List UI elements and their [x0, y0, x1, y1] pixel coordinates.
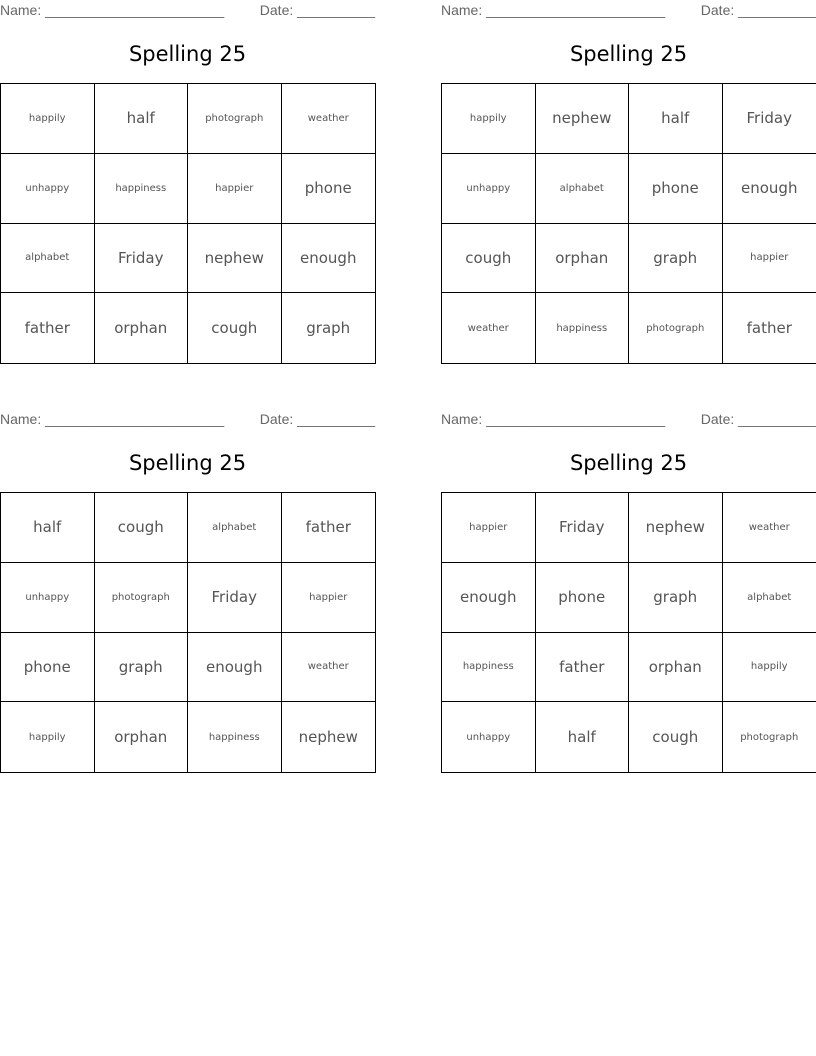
bingo-cell: cough: [188, 293, 282, 363]
bingo-cell: weather: [282, 633, 376, 703]
bingo-cell: father: [1, 293, 95, 363]
bingo-cell: weather: [723, 493, 816, 563]
bingo-cell: enough: [442, 563, 536, 633]
bingo-cell: photograph: [188, 84, 282, 154]
bingo-grid: [441, 83, 816, 364]
bingo-cell: nephew: [188, 224, 282, 294]
bingo-cell: happily: [1, 702, 95, 772]
bingo-cell: orphan: [536, 224, 630, 294]
bingo-cell: orphan: [629, 633, 723, 703]
header-line: [0, 411, 375, 429]
bingo-cell: phone: [282, 154, 376, 224]
bingo-cell: father: [746, 319, 792, 338]
bingo-cell: photograph: [740, 731, 799, 743]
bingo-cell: Friday: [188, 563, 282, 633]
bingo-cell: father: [282, 493, 376, 563]
date-field: Date: __________: [700, 411, 816, 427]
name-field: Name: _______________________: [0, 411, 225, 427]
bingo-cell: enough: [188, 633, 282, 703]
bingo-cell: Friday: [723, 84, 816, 154]
header-line: [441, 2, 816, 20]
bingo-cell: cough: [442, 224, 536, 294]
bingo-cell: graph: [629, 224, 723, 294]
bingo-cell: orphan: [95, 293, 189, 363]
bingo-cell: half: [536, 702, 630, 772]
card-title: Spelling 25: [128, 451, 247, 475]
bingo-cell: happiness: [95, 154, 189, 224]
name-field: Name: _______________________: [441, 411, 666, 427]
bingo-cell: cough: [95, 493, 189, 563]
date-field: Date: __________: [700, 2, 816, 18]
bingo-cell: unhappy: [1, 154, 95, 224]
bingo-cell: happier: [442, 493, 536, 563]
bingo-cell: nephew: [298, 728, 358, 747]
bingo-cell: enough: [723, 154, 816, 224]
bingo-cell: happiness: [536, 293, 630, 363]
bingo-cell: half: [1, 493, 95, 563]
header-line: [441, 411, 816, 429]
bingo-cell: alphabet: [536, 154, 630, 224]
bingo-cell: enough: [282, 224, 376, 294]
card-title: Spelling 25: [569, 451, 688, 475]
bingo-cell: photograph: [629, 293, 723, 363]
bingo-cell: happily: [1, 84, 95, 154]
date-field: Date: __________: [259, 411, 375, 427]
bingo-cell: happier: [188, 154, 282, 224]
bingo-cell: weather: [282, 84, 376, 154]
bingo-cell: alphabet: [1, 224, 95, 294]
card-title: Spelling 25: [128, 42, 247, 66]
bingo-cell: Friday: [95, 224, 189, 294]
bingo-cell: happiness: [188, 702, 282, 772]
bingo-cell: graph: [95, 633, 189, 703]
bingo-cell: unhappy: [442, 702, 536, 772]
bingo-cell: half: [95, 84, 189, 154]
bingo-cell: weather: [442, 293, 536, 363]
bingo-cell: happily: [723, 633, 816, 703]
bingo-cell: unhappy: [442, 154, 536, 224]
bingo-cell: graph: [306, 319, 351, 338]
bingo-cell: orphan: [95, 702, 189, 772]
bingo-cell: father: [536, 633, 630, 703]
bingo-cell: alphabet: [723, 563, 816, 633]
bingo-grid: [0, 83, 376, 364]
bingo-cell: alphabet: [188, 493, 282, 563]
bingo-cell: nephew: [536, 84, 630, 154]
name-field: Name: _______________________: [441, 2, 666, 18]
bingo-cell: half: [629, 84, 723, 154]
bingo-cell: photograph: [95, 563, 189, 633]
header-line: [0, 2, 375, 20]
bingo-cell: nephew: [629, 493, 723, 563]
date-field: Date: __________: [259, 2, 375, 18]
bingo-cell: phone: [1, 633, 95, 703]
card-title: Spelling 25: [569, 42, 688, 66]
bingo-cell: graph: [629, 563, 723, 633]
bingo-cell: phone: [629, 154, 723, 224]
bingo-cell: happier: [723, 224, 816, 294]
bingo-cell: happiness: [442, 633, 536, 703]
bingo-grid: [441, 492, 816, 773]
bingo-grid: [0, 492, 376, 773]
bingo-cell: happily: [442, 84, 536, 154]
name-field: Name: _______________________: [0, 2, 225, 18]
bingo-cell: happier: [282, 563, 376, 633]
bingo-cell: unhappy: [1, 563, 95, 633]
bingo-cell: cough: [629, 702, 723, 772]
bingo-cell: Friday: [536, 493, 630, 563]
bingo-cell: phone: [536, 563, 630, 633]
